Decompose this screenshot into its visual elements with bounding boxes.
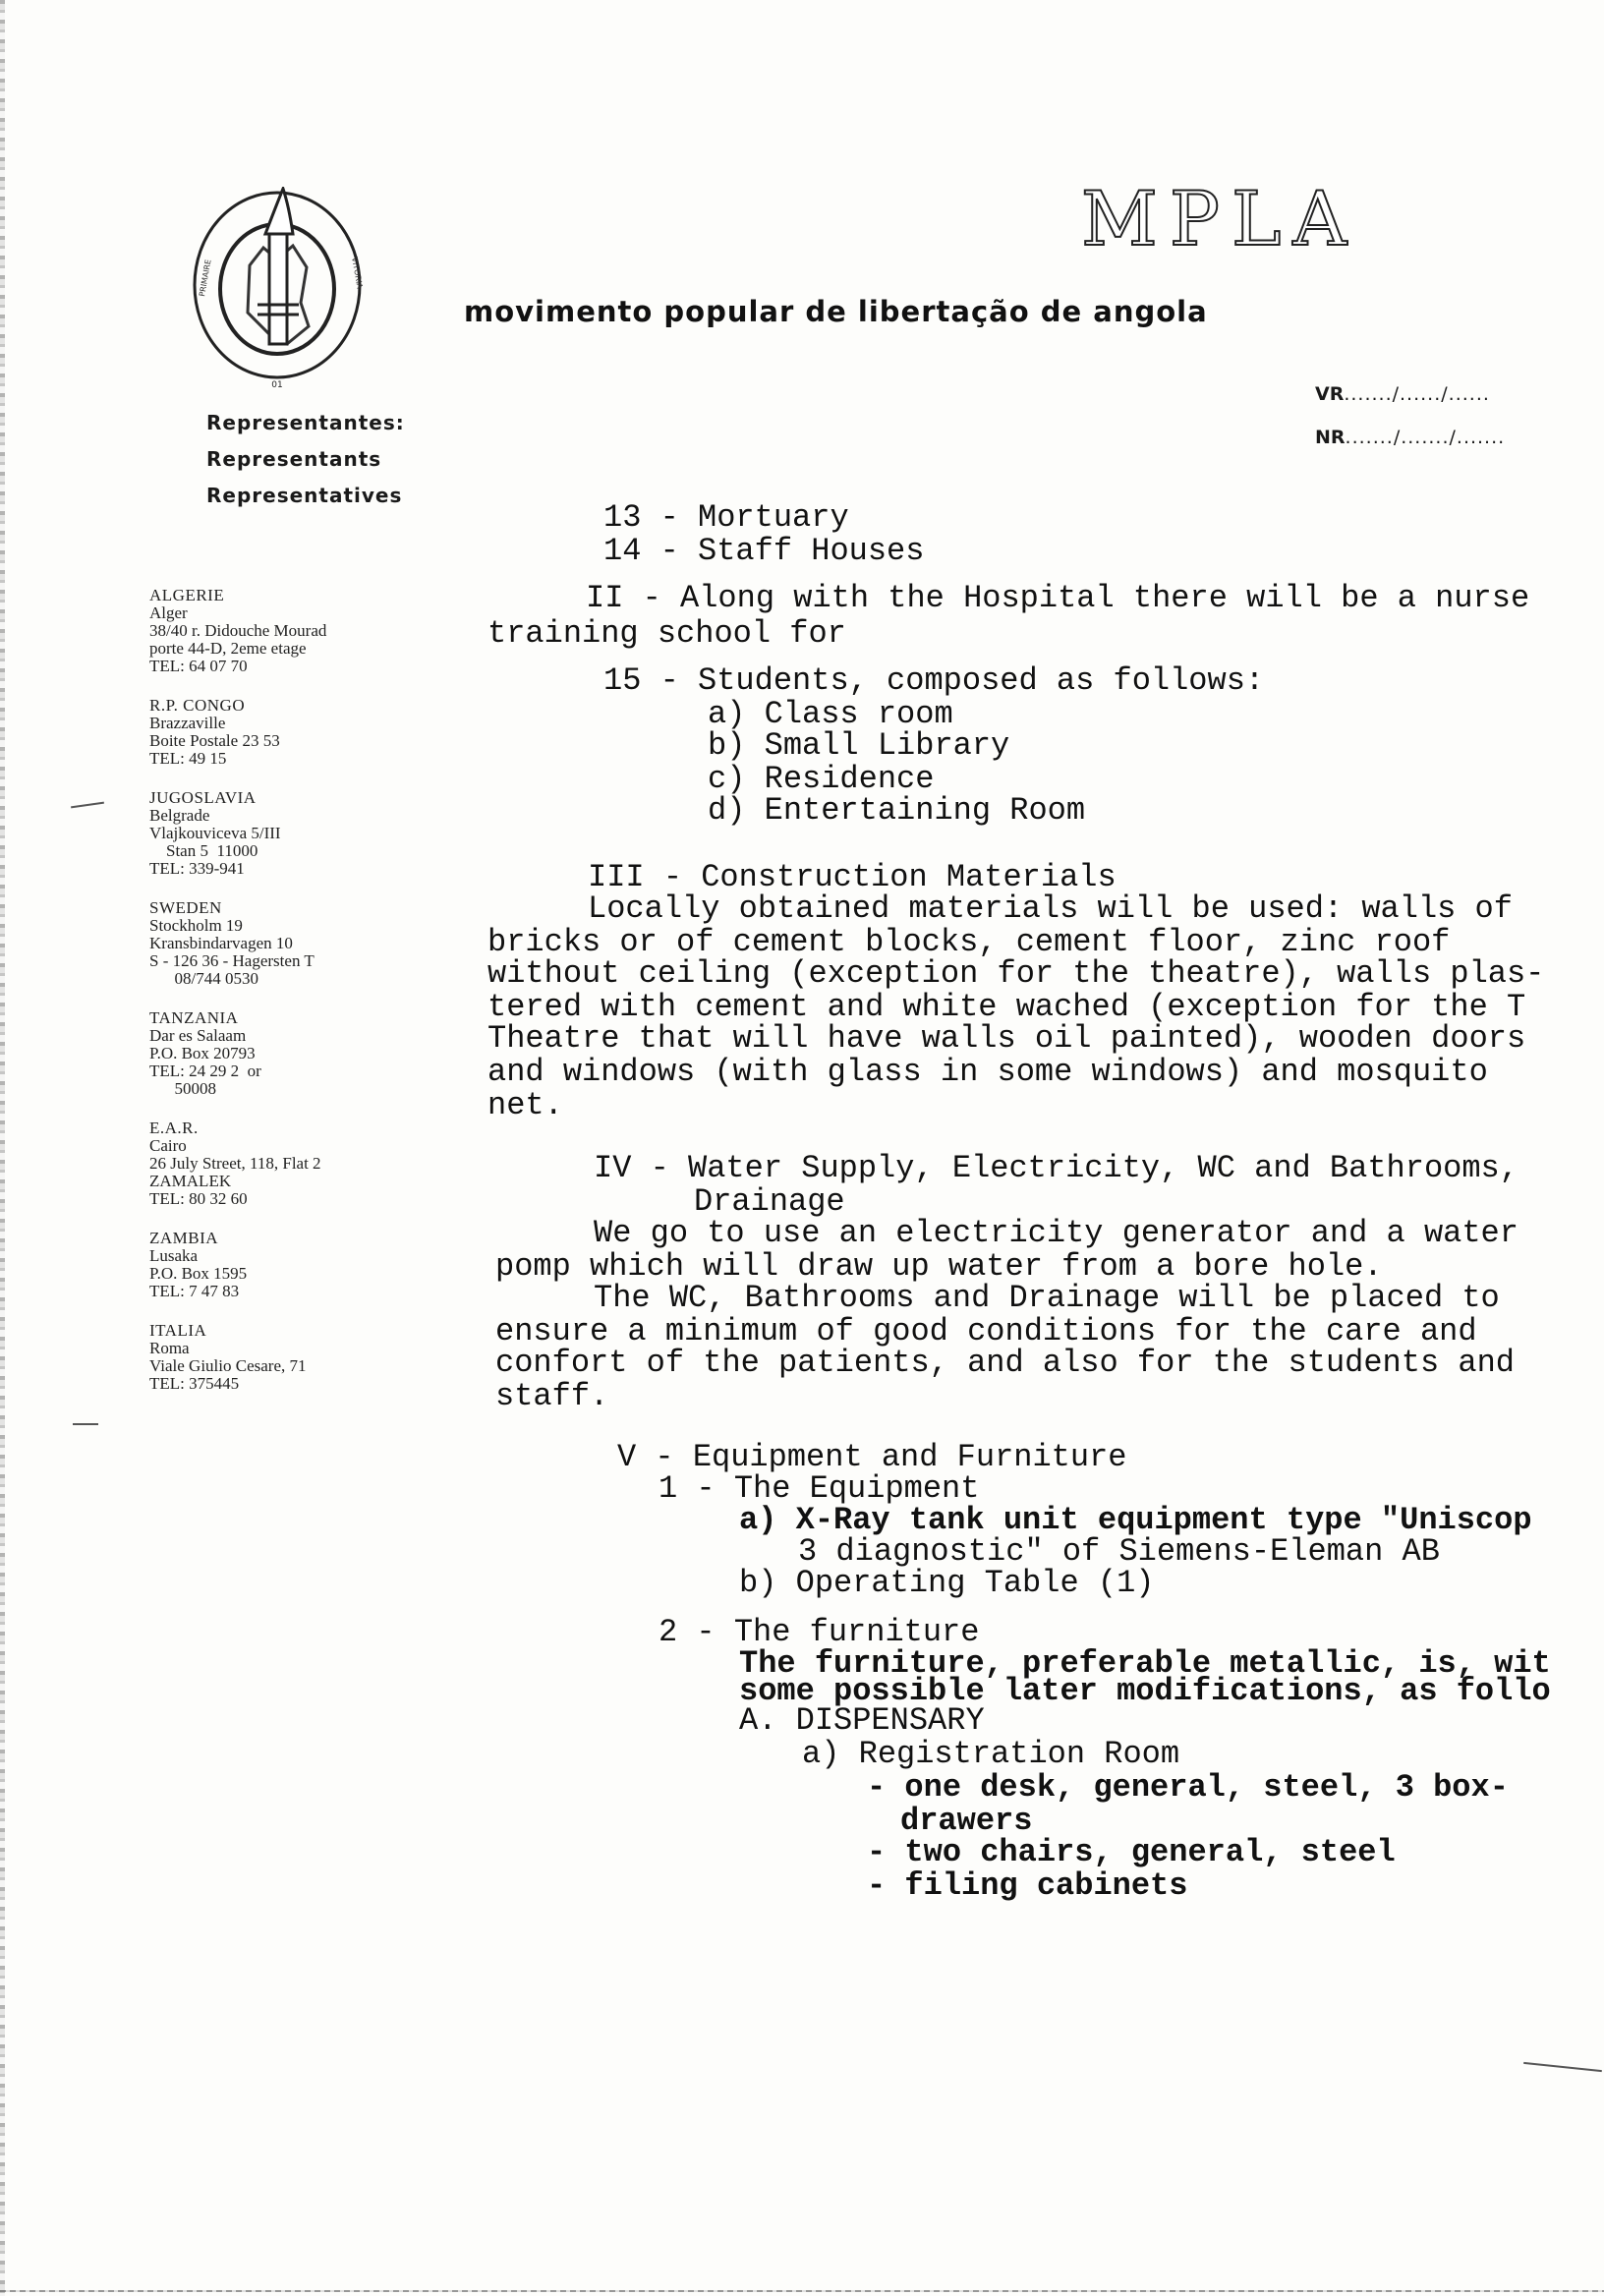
vr-dots: ......./....../...... bbox=[1344, 383, 1490, 405]
office-line: Brazzaville bbox=[149, 714, 226, 732]
body-line: confort of the patients, and also for the students and bbox=[495, 1345, 1515, 1381]
representatives-label: Representatives bbox=[206, 484, 403, 507]
body-line: The WC, Bathrooms and Drainage will be placed to bbox=[594, 1280, 1500, 1316]
representatives-label: Representants bbox=[206, 447, 382, 471]
body-line: 3 diagnostic" of Siemens-Eleman AB bbox=[798, 1533, 1440, 1570]
office-country: ITALIA bbox=[149, 1321, 207, 1340]
office-line: Alger bbox=[149, 603, 188, 622]
section-heading: III - Construction Materials bbox=[588, 859, 1117, 895]
office-country: ZAMBIA bbox=[149, 1229, 219, 1247]
body-line: II - Along with the Hospital there will be a nurse bbox=[586, 580, 1530, 616]
office-country: E.A.R. bbox=[149, 1119, 199, 1137]
office-line: TEL: 49 15 bbox=[149, 749, 227, 768]
body-line: b) Small Library bbox=[708, 727, 1010, 764]
body-line: bricks or of cement blocks, cement floor, zinc roof bbox=[487, 924, 1451, 960]
body-line: 1 - The Equipment bbox=[659, 1470, 980, 1507]
office-line: Kransbindarvagen 10 bbox=[149, 934, 293, 952]
office-line: S - 126 36 - Hagersten T bbox=[149, 951, 315, 970]
office-line: TEL: 80 32 60 bbox=[149, 1189, 248, 1208]
office-line: P.O. Box 1595 bbox=[149, 1264, 248, 1283]
office-country: ALGERIE bbox=[149, 586, 225, 604]
body-line: A. DISPENSARY bbox=[739, 1702, 985, 1739]
body-line: ensure a minimum of good conditions for the care and bbox=[495, 1313, 1477, 1349]
representatives-label: Representantes: bbox=[206, 411, 405, 434]
office-line: Belgrade bbox=[149, 806, 210, 825]
body-line: 15 - Students, composed as follows: bbox=[603, 662, 1265, 699]
body-line: Locally obtained materials will be used: walls of bbox=[588, 890, 1513, 927]
body-line: - one desk, general, steel, 3 box- bbox=[867, 1769, 1509, 1806]
office-line: Roma bbox=[149, 1339, 190, 1357]
body-line: training school for bbox=[487, 615, 846, 652]
office-line: 50008 bbox=[149, 1079, 216, 1098]
body-line: b) Operating Table (1) bbox=[739, 1565, 1155, 1601]
vr-label: VR bbox=[1315, 383, 1345, 405]
office-line: ZAMALEK bbox=[149, 1172, 232, 1190]
organization-subtitle: movimento popular de libertação de angola bbox=[464, 295, 1208, 328]
office-line: Stockholm 19 bbox=[149, 916, 243, 935]
body-line: a) X-Ray tank unit equipment type "Uniscop bbox=[739, 1502, 1532, 1538]
body-line: staff. bbox=[495, 1378, 609, 1414]
office-line: TEL: 375445 bbox=[149, 1374, 240, 1393]
office-line: Viale Giulio Cesare, 71 bbox=[149, 1356, 307, 1375]
body-line: Theatre that will have walls oil painted), wooden doors bbox=[487, 1020, 1526, 1057]
body-line: pomp which will draw up water from a bore hole. bbox=[495, 1248, 1383, 1285]
body-line: - two chairs, general, steel bbox=[867, 1834, 1396, 1870]
body-line: a) Registration Room bbox=[802, 1736, 1180, 1772]
nr-dots: ......./......./....... bbox=[1345, 427, 1506, 448]
organization-title: MPLA bbox=[1081, 175, 1359, 262]
office-line: 26 July Street, 118, Flat 2 bbox=[149, 1154, 321, 1173]
office-line: Stan 5 11000 bbox=[149, 841, 258, 860]
office-line: 08/744 0530 bbox=[149, 969, 258, 988]
section-heading: V - Equipment and Furniture bbox=[617, 1439, 1127, 1475]
body-line: The furniture, preferable metallic, is, wit bbox=[739, 1645, 1551, 1682]
body-line: 13 - Mortuary bbox=[603, 499, 849, 536]
nr-label: NR bbox=[1315, 427, 1346, 448]
office-line: TEL: 339-941 bbox=[149, 859, 245, 878]
office-line: TEL: 64 07 70 bbox=[149, 657, 248, 675]
office-line: TEL: 7 47 83 bbox=[149, 1282, 240, 1300]
scan-bottom-edge bbox=[0, 2290, 1604, 2292]
body-line: d) Entertaining Room bbox=[708, 792, 1086, 829]
office-country: JUGOSLAVIA bbox=[149, 788, 257, 807]
svg-text:01: 01 bbox=[271, 380, 283, 390]
office-country: TANZANIA bbox=[149, 1008, 239, 1027]
office-line: Lusaka bbox=[149, 1246, 199, 1265]
office-line: Boite Postale 23 53 bbox=[149, 731, 280, 750]
body-line: a) Class room bbox=[708, 696, 953, 732]
body-line: We go to use an electricity generator and a water bbox=[594, 1215, 1518, 1251]
office-line: P.O. Box 20793 bbox=[149, 1044, 256, 1062]
office-line: Dar es Salaam bbox=[149, 1026, 247, 1045]
office-line: Cairo bbox=[149, 1136, 187, 1155]
office-line: TEL: 24 29 2 or bbox=[149, 1062, 261, 1080]
svg-text:VITORIA: VITORIA bbox=[350, 256, 365, 290]
body-line: and windows (with glass in some windows) and mosquito bbox=[487, 1054, 1488, 1090]
office-line: 38/40 r. Didouche Mourad bbox=[149, 621, 327, 640]
scan-mark bbox=[73, 1423, 98, 1425]
office-country: R.P. CONGO bbox=[149, 696, 246, 715]
section-heading: Drainage bbox=[694, 1183, 845, 1220]
body-line: - filing cabinets bbox=[867, 1867, 1188, 1904]
section-heading: IV - Water Supply, Electricity, WC and Bathrooms, bbox=[594, 1150, 1518, 1186]
body-line: 14 - Staff Houses bbox=[603, 533, 925, 569]
body-line: net. bbox=[487, 1087, 563, 1123]
body-line: tered with cement and white wached (exception for the T bbox=[487, 989, 1526, 1025]
body-line: drawers bbox=[900, 1803, 1033, 1839]
body-line: some possible later modifications, as follo bbox=[739, 1673, 1551, 1709]
office-line: porte 44-D, 2eme etage bbox=[149, 639, 307, 658]
body-line: c) Residence bbox=[708, 761, 935, 797]
body-line: without ceiling (exception for the theatre), walls plas- bbox=[487, 955, 1545, 992]
body-line: 2 - The furniture bbox=[659, 1614, 980, 1650]
svg-text:PRIMAIRE: PRIMAIRE bbox=[198, 258, 213, 298]
office-country: SWEDEN bbox=[149, 898, 222, 917]
office-line: Vlajkouviceva 5/III bbox=[149, 824, 281, 842]
